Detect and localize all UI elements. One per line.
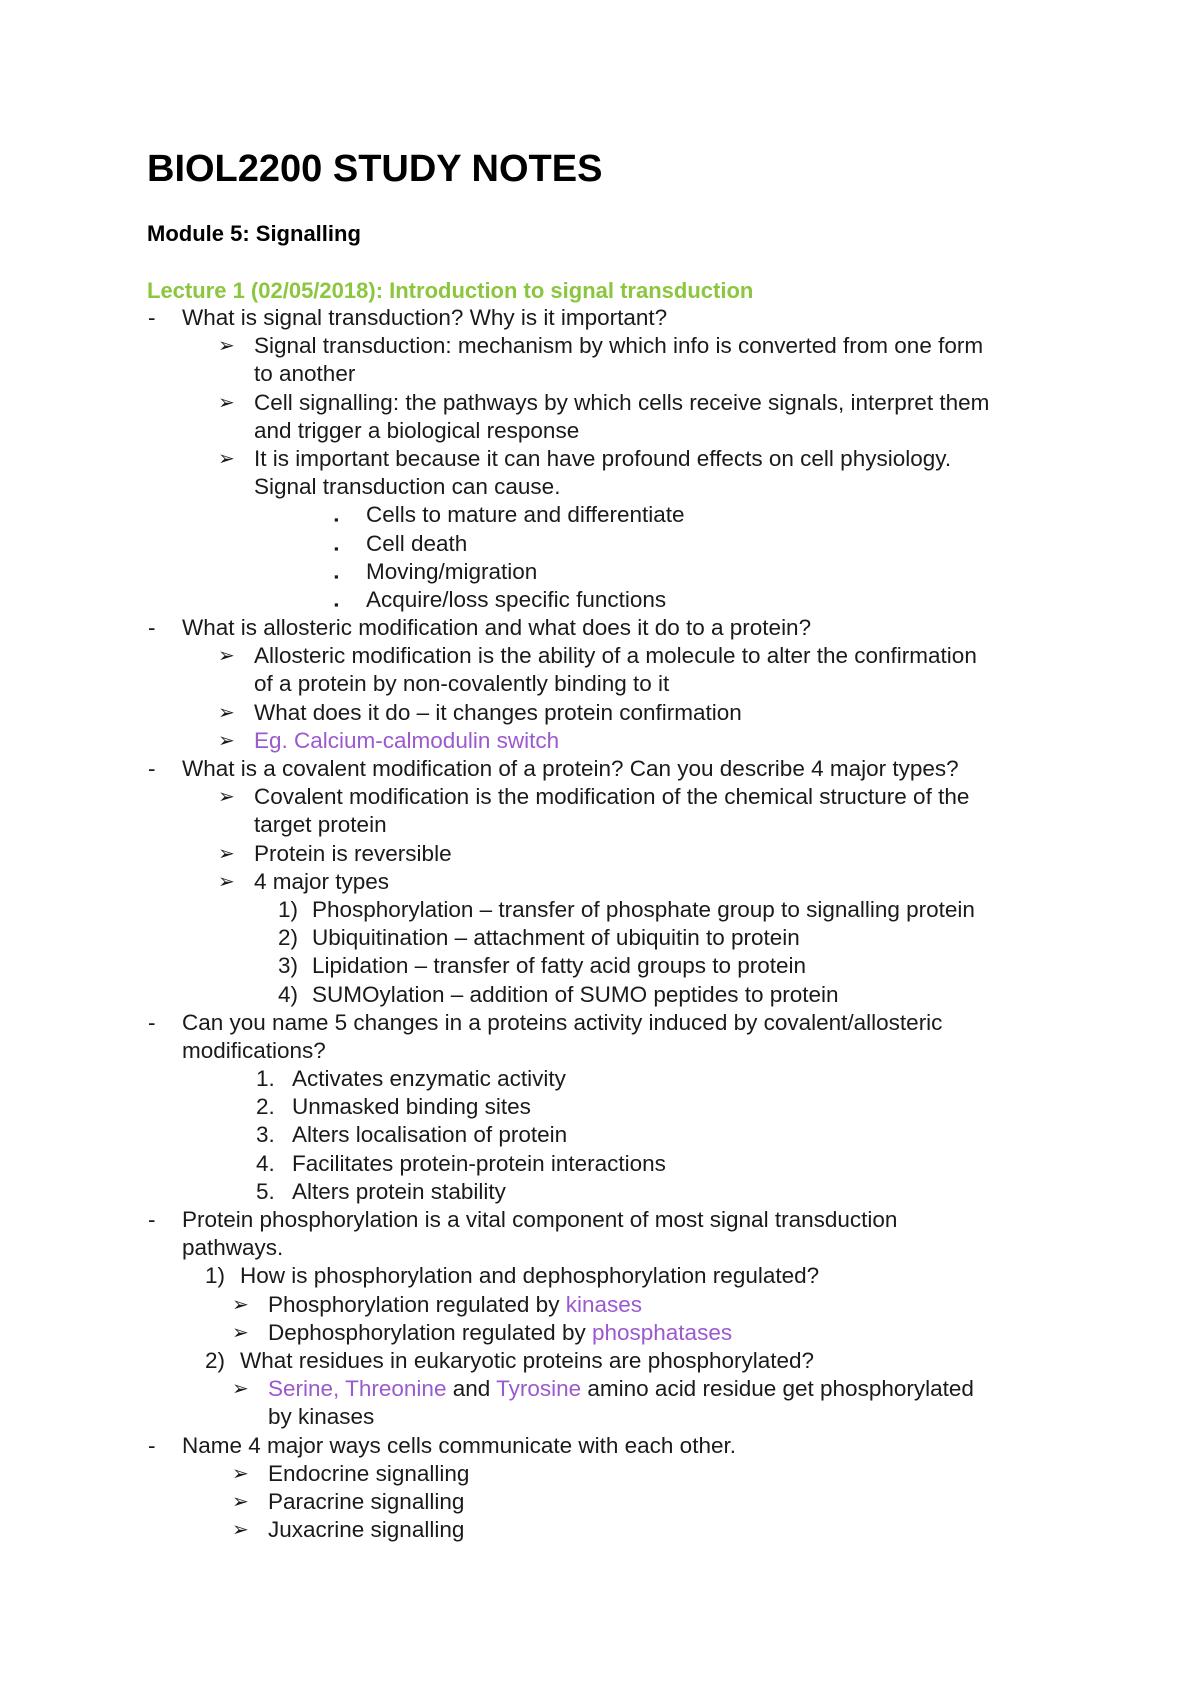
numbered-item	[0, 924, 1200, 952]
answer-item	[0, 1319, 1200, 1347]
answer-continuation	[0, 670, 1200, 698]
arrow-bullet-icon: ➢	[232, 1321, 249, 1344]
answer-item	[0, 1488, 1200, 1516]
question-text: Name 4 major ways cells communicate with each other.	[182, 1432, 736, 1458]
tyrosine-highlight: Tyrosine	[496, 1376, 582, 1402]
sub-question	[0, 1262, 1200, 1290]
dash-bullet: -	[148, 615, 156, 641]
dash-bullet: -	[148, 1432, 156, 1458]
answer-item	[0, 1460, 1200, 1488]
answer-text: Endocrine signalling	[268, 1460, 470, 1486]
question-4	[0, 1009, 1200, 1037]
answer-item	[0, 1291, 1200, 1319]
answer-item	[0, 1516, 1200, 1544]
question-3	[0, 755, 1200, 783]
question-continuation	[0, 1037, 1200, 1065]
question-text: pathways.	[182, 1235, 284, 1261]
question-1	[0, 304, 1200, 332]
arrow-bullet-icon: ➢	[218, 645, 235, 668]
answer-continuation	[0, 360, 1200, 388]
document-title: BIOL2200 STUDY NOTES	[147, 148, 603, 190]
answer-text	[268, 1375, 974, 1403]
arrow-bullet-icon: ➢	[218, 447, 235, 470]
list-item-text: Moving/migration	[366, 558, 538, 584]
answer-item	[0, 1375, 1200, 1403]
item-text: Lipidation – transfer of fatty acid groups to protein	[312, 953, 807, 979]
list-item	[0, 530, 1200, 558]
question-5	[0, 1206, 1200, 1234]
arrow-bullet-icon: ➢	[232, 1490, 249, 1513]
question-continuation	[0, 1234, 1200, 1262]
dash-bullet: -	[148, 1009, 156, 1035]
answer-text: Paracrine signalling	[268, 1488, 465, 1514]
item-number: 1.	[256, 1066, 275, 1092]
item-text: Alters localisation of protein	[292, 1122, 568, 1148]
item-number: 5.	[256, 1178, 275, 1204]
answer-continuation	[0, 811, 1200, 839]
answer-item	[0, 332, 1200, 360]
module-heading: Module 5: Signalling	[147, 221, 361, 246]
dash-bullet: -	[148, 305, 156, 330]
answer-text: Allosteric modification is the ability of a molecule to alter the confirmation	[254, 643, 977, 669]
item-number: 1)	[205, 1263, 226, 1289]
example-highlight: Eg. Calcium-calmodulin switch	[254, 727, 560, 753]
item-text: Phosphorylation – transfer of phosphate group to signalling protein	[312, 896, 975, 922]
answer-item	[0, 727, 1200, 755]
answer-item	[0, 389, 1200, 417]
arrow-bullet-icon: ➢	[218, 729, 235, 752]
item-text: Activates enzymatic activity	[292, 1066, 566, 1092]
residues-highlight: Serine, Threonine	[268, 1376, 447, 1402]
answer-text: Signal transduction: mechanism by which info is converted from one form	[254, 333, 984, 359]
answer-item	[0, 445, 1200, 473]
answer-item	[0, 868, 1200, 896]
answer-text: 4 major types	[254, 868, 390, 894]
arrow-bullet-icon: ➢	[232, 1519, 249, 1542]
arrow-bullet-icon: ➢	[218, 701, 235, 724]
list-item-text: Cell death	[366, 530, 468, 556]
numbered-item	[0, 1178, 1200, 1206]
question-6	[0, 1432, 1200, 1460]
answer-item	[0, 783, 1200, 811]
answer-text: to another	[254, 361, 356, 387]
arrow-bullet-icon: ➢	[218, 842, 235, 865]
answer-text: Signal transduction can cause.	[254, 474, 561, 500]
phosphatases-highlight: phosphatases	[591, 1319, 733, 1345]
sub-question-text: How is phosphorylation and dephosphorylation regulated?	[240, 1263, 820, 1289]
square-bullet-icon: ▪	[334, 596, 339, 612]
question-2	[0, 614, 1200, 642]
numbered-item	[0, 1150, 1200, 1178]
item-text: SUMOylation – addition of SUMO peptides to protein	[312, 981, 839, 1007]
answer-text: of a protein by non-covalently binding to it	[254, 671, 670, 697]
numbered-item	[0, 896, 1200, 924]
square-bullet-icon: ▪	[334, 568, 339, 584]
answer-continuation	[0, 473, 1200, 501]
notes-body	[0, 304, 1200, 1544]
answer-joiner: and	[446, 1376, 497, 1402]
arrow-bullet-icon: ➢	[232, 1462, 249, 1485]
item-number: 2.	[256, 1094, 275, 1120]
answer-text: It is important because it can have profound effects on cell physiology.	[254, 445, 952, 471]
answer-text: What does it do – it changes protein confirmation	[254, 699, 742, 725]
answer-text: Protein is reversible	[254, 840, 452, 866]
kinases-highlight: kinases	[565, 1291, 642, 1317]
answer-text: and trigger a biological response	[254, 417, 580, 443]
square-bullet-icon: ▪	[334, 540, 339, 556]
answer-continuation	[0, 417, 1200, 445]
item-text: Ubiquitination – attachment of ubiquitin to protein	[312, 925, 800, 951]
arrow-bullet-icon: ➢	[218, 786, 235, 809]
numbered-item	[0, 981, 1200, 1009]
answer-item	[0, 840, 1200, 868]
arrow-bullet-icon: ➢	[218, 870, 235, 893]
numbered-item	[0, 1065, 1200, 1093]
sub-question-text: What residues in eukaryotic proteins are phosphorylated?	[240, 1347, 815, 1373]
item-text: Facilitates protein-protein interactions	[292, 1150, 666, 1176]
item-number: 2)	[205, 1347, 226, 1373]
item-text: Alters protein stability	[292, 1178, 506, 1204]
arrow-bullet-icon: ➢	[218, 391, 235, 414]
answer-text: Juxacrine signalling	[268, 1517, 465, 1543]
answer-text	[268, 1291, 642, 1319]
arrow-bullet-icon: ➢	[232, 1293, 249, 1316]
list-item	[0, 586, 1200, 614]
answer-text: Covalent modification is the modification of the chemical structure of the	[254, 784, 970, 810]
list-item-text: Cells to mature and differentiate	[366, 502, 685, 528]
question-text: Can you name 5 changes in a proteins activity induced by covalent/allosteric	[182, 1009, 943, 1035]
answer-text: Cell signalling: the pathways by which cells receive signals, interpret them	[254, 389, 990, 415]
dash-bullet: -	[148, 1207, 156, 1232]
item-number: 4)	[278, 981, 299, 1007]
question-text: Protein phosphorylation is a vital component of most signal transduction	[182, 1207, 898, 1232]
item-number: 1)	[278, 896, 299, 922]
numbered-item	[0, 1121, 1200, 1149]
list-item	[0, 501, 1200, 529]
item-text: Unmasked binding sites	[292, 1094, 531, 1120]
item-number: 3)	[278, 953, 299, 979]
arrow-bullet-icon: ➢	[218, 335, 235, 358]
answer-prefix: Phosphorylation regulated by	[268, 1291, 566, 1317]
answer-suffix: amino acid residue get phosphorylated	[581, 1376, 974, 1402]
item-number: 2)	[278, 925, 299, 951]
lecture-heading: Lecture 1 (02/05/2018): Introduction to signal transduction	[147, 278, 754, 303]
item-number: 4.	[256, 1150, 275, 1176]
answer-prefix: Dephosphorylation regulated by	[268, 1319, 592, 1345]
question-text: What is signal transduction? Why is it important?	[182, 305, 668, 330]
list-item	[0, 558, 1200, 586]
answer-text: target protein	[254, 812, 387, 838]
question-text: What is allosteric modification and what does it do to a protein?	[182, 615, 812, 641]
answer-continuation	[0, 1403, 1200, 1431]
arrow-bullet-icon: ➢	[232, 1378, 249, 1401]
answer-text: by kinases	[268, 1404, 375, 1430]
answer-text	[268, 1319, 732, 1347]
dash-bullet: -	[148, 756, 156, 781]
numbered-item	[0, 952, 1200, 980]
numbered-item	[0, 1093, 1200, 1121]
answer-item	[0, 642, 1200, 670]
list-item-text: Acquire/loss specific functions	[366, 586, 667, 612]
item-number: 3.	[256, 1122, 275, 1148]
question-text: modifications?	[182, 1037, 326, 1063]
question-text: What is a covalent modification of a protein? Can you describe 4 major types?	[182, 756, 959, 781]
sub-question	[0, 1347, 1200, 1375]
square-bullet-icon: ▪	[334, 512, 339, 528]
answer-item	[0, 699, 1200, 727]
